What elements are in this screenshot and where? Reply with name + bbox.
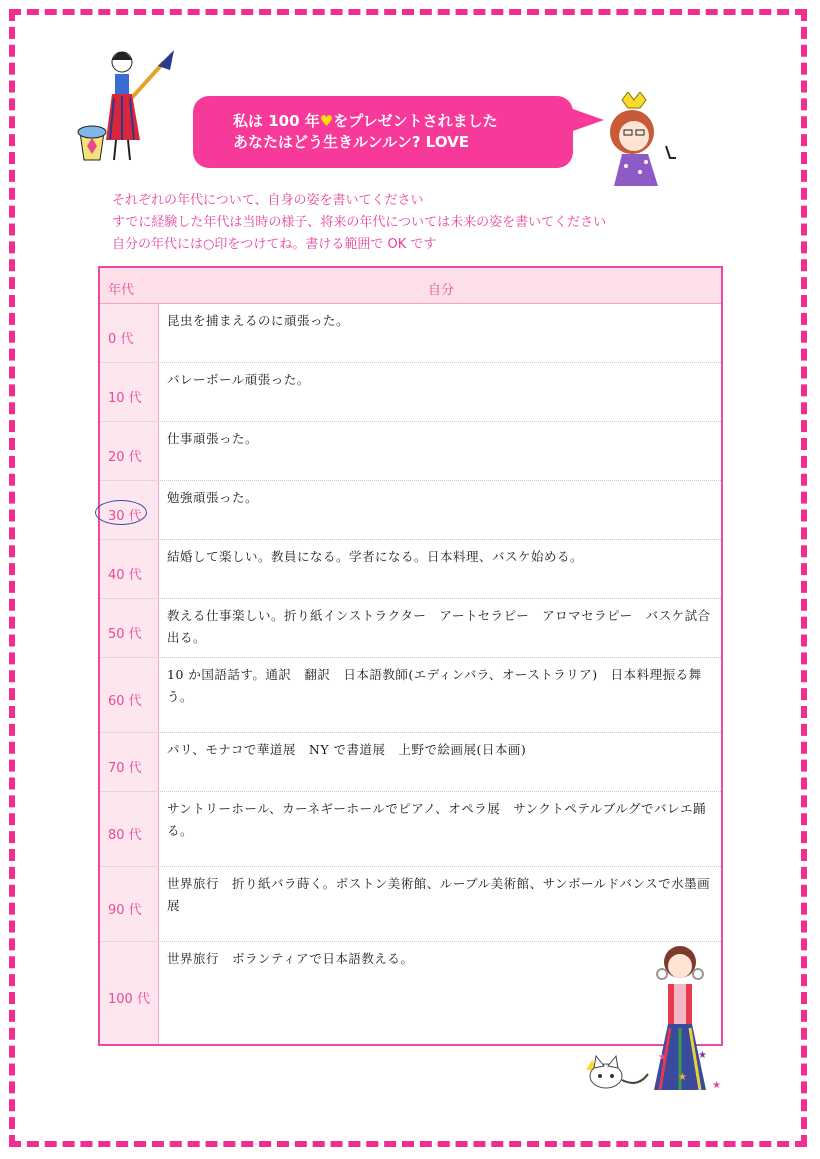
table-row [100,599,721,658]
header-decade: 年代 [108,283,135,298]
table-row [100,363,721,422]
svg-text:★: ★ [712,1080,721,1091]
decade-label: 60 代 [108,694,142,709]
decade-label: 80 代 [108,828,142,843]
entry-text[interactable]: 昆虫を捕まえるのに頑張った。 [167,313,350,328]
entry-text[interactable]: バレーボール頑張った。 [167,372,310,387]
entry-text[interactable]: 10 か国語話す。通訳 翻訳 日本語教師(エディンバラ、オーストラリア) 日本料理振る舞う。 [167,667,702,704]
instructions [112,190,606,256]
girl-with-brush-illustration [74,40,180,170]
table-row [100,658,721,733]
svg-text:★: ★ [698,1050,707,1061]
heart-icon: ♥ [319,112,334,130]
decade-label: 100 代 [108,992,150,1007]
decade-label: 20 代 [108,450,142,465]
table-row [100,942,721,1044]
entry-text[interactable]: サントリーホール、カーネギーホールでピアノ、オペラ展 サンクトペテルブルグでバレエ踊る。 [167,801,707,838]
table-row [100,422,721,481]
table-row [100,304,721,363]
instruction-line-3: 自分の年代には○印をつけてね。書ける範囲で OK です [112,237,437,252]
decade-label: 40 代 [108,568,142,583]
entry-text[interactable]: 結婚して楽しい。教員になる。学者になる。日本料理、バスケ始める。 [167,549,584,564]
entry-text[interactable]: 世界旅行 ボランティアで日本語教える。 [167,951,414,966]
entry-text[interactable]: 教える仕事楽しい。折り紙インストラクター アートセラピー アロマセラピー バスケ試合出る。 [167,608,711,645]
bubble-line-2: あなたはどう生きルンルン? LOVE [233,133,470,151]
bubble-text-start: 私は 100 年 [233,112,320,130]
entry-text[interactable]: 仕事頑張った。 [167,431,259,446]
table-row [100,540,721,599]
speech-bubble [193,96,573,168]
decade-label: 90 代 [108,903,142,918]
table-row [100,792,721,867]
entry-text[interactable]: パリ、モナコで華道展 NY で書道展 上野で絵画展(日本画) [167,742,527,757]
table-row [100,867,721,942]
entry-text[interactable]: 世界旅行 折り紙バラ蒔く。ボストン美術館、ルーブル美術館、サンボールドバンスで水墨画展 [167,876,711,913]
decade-label: 30 代 [108,509,142,524]
decade-label: 0 代 [108,332,134,347]
decade-label: 10 代 [108,391,142,406]
cat-stars-illustration [578,1040,728,1100]
table-row [100,733,721,792]
instruction-line-2: すでに経験した年代は当時の様子、将来の年代については未来の姿を書いてください [112,215,607,230]
decade-label: 50 代 [108,627,142,642]
svg-text:★: ★ [658,1052,667,1063]
crowned-woman-illustration [600,92,700,187]
speech-bubble-tail [570,108,604,132]
entry-text[interactable]: 勉強頑張った。 [167,490,259,505]
instruction-line-1: それぞれの年代について、自身の姿を書いてください [112,193,424,208]
table-row [100,481,721,540]
table-header [100,268,721,304]
decade-label: 70 代 [108,761,142,776]
life-decades-table [98,266,723,1046]
bubble-text-end: をプレゼントされました [333,112,498,130]
bubble-line-1 [233,111,573,132]
svg-text:★: ★ [678,1072,687,1083]
header-self: 自分 [428,283,455,298]
